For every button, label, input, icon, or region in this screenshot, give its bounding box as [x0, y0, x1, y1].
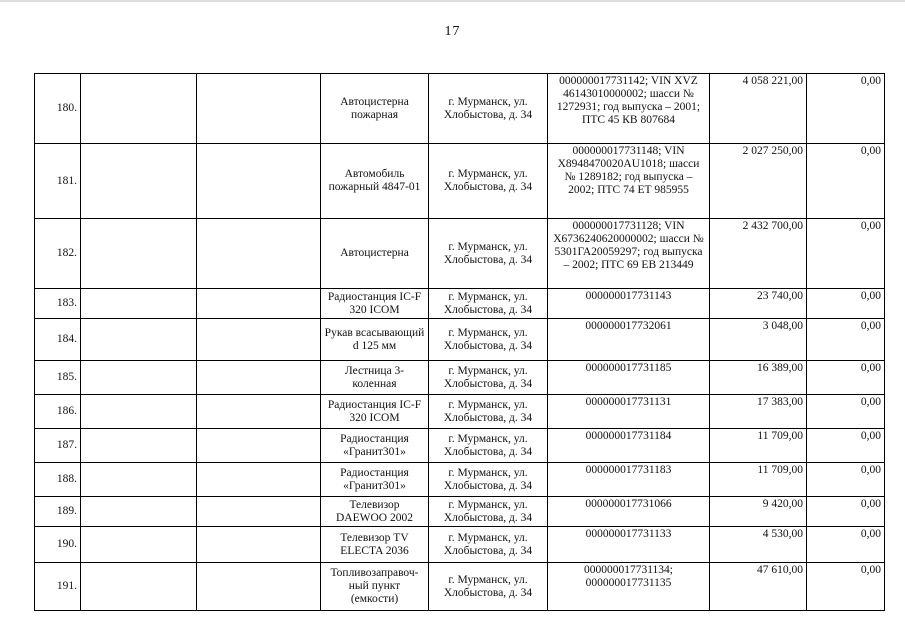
asset-name: Радиостанция IC-F 320 ICOM	[321, 395, 429, 429]
table-row	[35, 527, 885, 563]
row-number: 182.	[35, 219, 81, 289]
asset-name: Радиостанция «Гранит301»	[321, 429, 429, 463]
asset-address: г. Мурманск, ул. Хлобыстова, д. 34	[429, 395, 548, 429]
residual-value: 0,00	[807, 74, 885, 144]
asset-name: Лестница 3-коленная	[321, 361, 429, 395]
asset-name: Радиостанция «Гранит301»	[321, 463, 429, 497]
table-row	[35, 395, 885, 429]
asset-address: г. Мурманск, ул. Хлобыстова, д. 34	[429, 74, 548, 144]
row-number: 191.	[35, 563, 81, 611]
asset-address: г. Мурманск, ул. Хлобыстова, д. 34	[429, 429, 548, 463]
table-row	[35, 144, 885, 219]
row-number: 181.	[35, 144, 81, 219]
table-row	[35, 361, 885, 395]
table-row	[35, 563, 885, 611]
row-number: 185.	[35, 361, 81, 395]
residual-value: 0,00	[807, 527, 885, 563]
asset-details: 000000017732061	[548, 319, 710, 361]
balance-cost: 23 740,00	[710, 289, 807, 319]
row-number: 190.	[35, 527, 81, 563]
residual-value: 0,00	[807, 144, 885, 219]
asset-name: Автомобиль пожарный 4847-01	[321, 144, 429, 219]
asset-address: г. Мурманск, ул. Хлобыстова, д. 34	[429, 289, 548, 319]
residual-value: 0,00	[807, 497, 885, 527]
table-row	[35, 463, 885, 497]
asset-details: 000000017731185	[548, 361, 710, 395]
empty-cell	[81, 395, 197, 429]
balance-cost: 3 048,00	[710, 319, 807, 361]
balance-cost: 11 709,00	[710, 463, 807, 497]
asset-name: Телевизор TV ELECTA 2036	[321, 527, 429, 563]
balance-cost: 2 027 250,00	[710, 144, 807, 219]
empty-cell	[197, 219, 321, 289]
balance-cost: 4 530,00	[710, 527, 807, 563]
asset-address: г. Мурманск, ул. Хлобыстова, д. 34	[429, 319, 548, 361]
residual-value: 0,00	[807, 563, 885, 611]
empty-cell	[81, 527, 197, 563]
residual-value: 0,00	[807, 319, 885, 361]
table-row	[35, 319, 885, 361]
empty-cell	[197, 497, 321, 527]
residual-value: 0,00	[807, 429, 885, 463]
asset-details: 000000017731128; VIN X6736240620000002; шасси № 5301ГА20059297; год выпуска – 2002; ПТС 69 ЕВ 213449	[548, 219, 710, 289]
row-number: 189.	[35, 497, 81, 527]
row-number: 180.	[35, 74, 81, 144]
empty-cell	[197, 319, 321, 361]
asset-name: Рукав всасывающий d 125 мм	[321, 319, 429, 361]
asset-details: 000000017731148; VIN X8948470020AU1018; шасси № 1289182; год выпуска – 2002; ПТС 74 ЕТ 985955	[548, 144, 710, 219]
empty-cell	[81, 463, 197, 497]
asset-address: г. Мурманск, ул. Хлобыстова, д. 34	[429, 219, 548, 289]
asset-address: г. Мурманск, ул. Хлобыстова, д. 34	[429, 563, 548, 611]
balance-cost: 11 709,00	[710, 429, 807, 463]
asset-name: Автоцистерна	[321, 219, 429, 289]
asset-name: Радиостанция IC-F 320 ICOM	[321, 289, 429, 319]
asset-address: г. Мурманск, ул. Хлобыстова, д. 34	[429, 361, 548, 395]
empty-cell	[197, 144, 321, 219]
asset-details: 000000017731134; 000000017731135	[548, 563, 710, 611]
balance-cost: 9 420,00	[710, 497, 807, 527]
inventory-table	[34, 73, 885, 611]
asset-details: 000000017731183	[548, 463, 710, 497]
asset-name: Автоцистерна пожарная	[321, 74, 429, 144]
empty-cell	[81, 144, 197, 219]
asset-address: г. Мурманск, ул. Хлобыстова, д. 34	[429, 144, 548, 219]
empty-cell	[81, 429, 197, 463]
asset-details: 000000017731143	[548, 289, 710, 319]
empty-cell	[197, 463, 321, 497]
residual-value: 0,00	[807, 395, 885, 429]
row-number: 183.	[35, 289, 81, 319]
empty-cell	[197, 563, 321, 611]
empty-cell	[197, 395, 321, 429]
balance-cost: 2 432 700,00	[710, 219, 807, 289]
row-number: 186.	[35, 395, 81, 429]
table-row	[35, 497, 885, 527]
row-number: 188.	[35, 463, 81, 497]
residual-value: 0,00	[807, 463, 885, 497]
empty-cell	[197, 361, 321, 395]
page-number: 17	[444, 24, 461, 39]
row-number: 187.	[35, 429, 81, 463]
balance-cost: 17 383,00	[710, 395, 807, 429]
empty-cell	[197, 527, 321, 563]
asset-details: 000000017731142; VIN XVZ 46143010000002; шасси № 1272931; год выпуска – 2001; ПТС 45 КВ 807684	[548, 74, 710, 144]
asset-name: Телевизор DAEWOO 2002	[321, 497, 429, 527]
asset-address: г. Мурманск, ул. Хлобыстова, д. 34	[429, 527, 548, 563]
empty-cell	[197, 74, 321, 144]
table-row	[35, 219, 885, 289]
asset-details: 000000017731133	[548, 527, 710, 563]
empty-cell	[81, 361, 197, 395]
empty-cell	[81, 497, 197, 527]
residual-value: 0,00	[807, 289, 885, 319]
empty-cell	[197, 429, 321, 463]
asset-address: г. Мурманск, ул. Хлобыстова, д. 34	[429, 463, 548, 497]
scan-artifact-top	[0, 0, 905, 2]
empty-cell	[81, 74, 197, 144]
residual-value: 0,00	[807, 219, 885, 289]
balance-cost: 47 610,00	[710, 563, 807, 611]
asset-address: г. Мурманск, ул. Хлобыстова, д. 34	[429, 497, 548, 527]
balance-cost: 4 058 221,00	[710, 74, 807, 144]
empty-cell	[197, 289, 321, 319]
table-row	[35, 429, 885, 463]
table-row	[35, 74, 885, 144]
residual-value: 0,00	[807, 361, 885, 395]
empty-cell	[81, 319, 197, 361]
asset-name: Топливозаправоч- ный пункт (емкости)	[321, 563, 429, 611]
empty-cell	[81, 219, 197, 289]
asset-details: 000000017731131	[548, 395, 710, 429]
empty-cell	[81, 289, 197, 319]
asset-details: 000000017731066	[548, 497, 710, 527]
row-number: 184.	[35, 319, 81, 361]
balance-cost: 16 389,00	[710, 361, 807, 395]
table-row	[35, 289, 885, 319]
empty-cell	[81, 563, 197, 611]
asset-details: 000000017731184	[548, 429, 710, 463]
